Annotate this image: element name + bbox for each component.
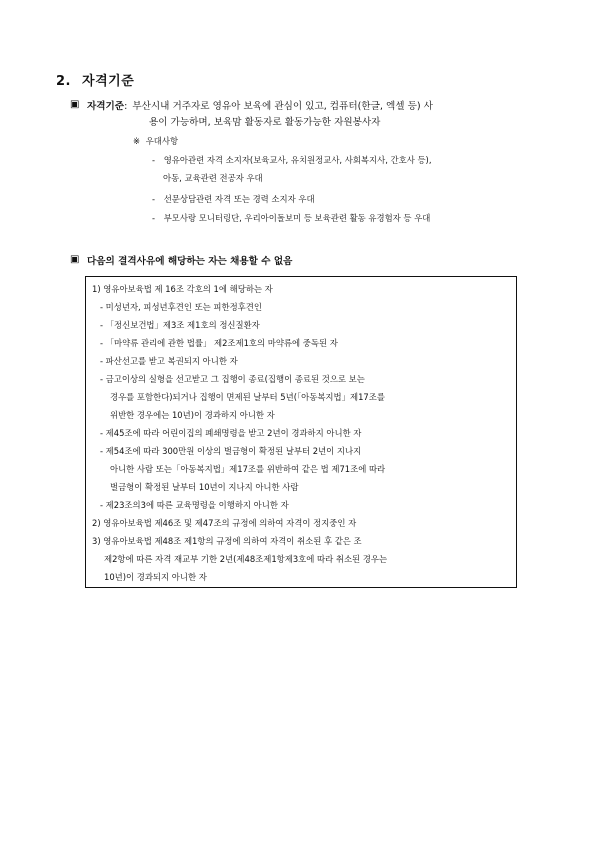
reference-mark-icon: ※ <box>133 136 141 146</box>
preference-text: 부모사랑 모니터링단, 우리아이돌보미 등 보육관련 활동 유경험자 등 우대 <box>163 213 431 223</box>
disqualification-line: 아니한 사람 또는「아동복지법」제17조를 위반하여 같은 법 제71조에 따라 <box>110 464 386 474</box>
disqualification-line: - 「마약류 관리에 관한 법률」 제2조제1호의 마약류에 중독된 자 <box>100 338 338 348</box>
disqualification-title: 다음의 결격사유에 해당하는 자는 채용할 수 없음 <box>87 256 293 267</box>
disqualification-line: - 제54조에 따라 300만원 이상의 벌금형이 확정된 날부터 2년이 지나지 <box>100 446 362 456</box>
preference-item <box>152 212 430 224</box>
section-title: 자격기준 <box>82 74 135 89</box>
qualification-line-1 <box>87 98 433 112</box>
qualification-label: 자격기준 <box>87 101 125 112</box>
disqualification-line: 제2항에 따른 자격 재교부 기한 2년(제48조제1항제3호에 따라 취소된 경우는 <box>104 554 388 564</box>
disqualification-line: 위반한 경우에는 10년)이 경과하지 아니한 자 <box>110 410 275 420</box>
preference-item <box>152 193 315 205</box>
disqualification-line: - 미성년자, 피성년후견인 또는 피한정후견인 <box>100 302 262 312</box>
qualification-bullet-icon: ▣ <box>70 99 80 110</box>
qualification-text-1: 부산시내 거주자로 영유아 보육에 관심이 있고, 컴퓨터(한글, 엑셀 등) 사 <box>132 101 433 112</box>
dash-icon: - <box>152 213 156 223</box>
qualification-text-2: 용이 가능하며, 보육맘 활동자로 활동가능한 자원봉사자 <box>149 117 381 128</box>
preference-text: 영유아관련 자격 소지자(보육교사, 유치원정교사, 사회복지사, 간호사 등), <box>163 155 432 165</box>
qualification-colon: : <box>124 101 128 112</box>
disqualification-line: 경우를 포함한다)되거나 집행이 면제된 날부터 5년(「아동복지법」제17조를 <box>110 392 385 402</box>
disqualification-line: 10년)이 경과되지 아니한 자 <box>104 572 207 582</box>
disqualification-line: - 제45조에 따라 어린이집의 폐쇄명령을 받고 2년이 경과하지 아니한 자 <box>100 428 362 438</box>
preference-text: 선문상담관련 자격 또는 경력 소지자 우대 <box>163 194 315 204</box>
disqualification-line: - 파산선고를 받고 복권되지 아니한 자 <box>100 356 238 366</box>
disqualification-line: - 금고이상의 실형을 선고받고 그 집행이 종료(집행이 종료된 것으로 보는 <box>100 374 365 384</box>
disqualification-line: 1) 영유아보육법 제 16조 각호의 1에 해당하는 자 <box>92 284 273 294</box>
preference-text-continued: 아동, 교육관련 전공자 우대 <box>163 173 263 183</box>
disqualification-bullet-icon: ▣ <box>70 254 80 265</box>
preference-heading <box>133 135 178 147</box>
preference-title: 우대사항 <box>145 136 179 146</box>
disqualification-line: - 「정신보건법」제3조 제1호의 정신질환자 <box>100 320 260 330</box>
section-number: 2. <box>56 74 71 89</box>
disqualification-line: 2) 영유아보육법 제46조 및 제47조의 규정에 의하여 자격이 정지중인 자 <box>92 518 357 528</box>
disqualification-line: 3) 영유아보육법 제48조 제1항의 규정에 의하여 자격이 취소된 후 같은 조 <box>92 536 362 546</box>
dash-icon: - <box>152 155 156 165</box>
section-heading <box>56 70 134 89</box>
disqualification-line: - 제23조의3에 따른 교육명령을 이행하지 아니한 자 <box>100 500 289 510</box>
disqualification-line: 벌금형이 확정된 날부터 10년이 지나지 아니한 사람 <box>110 482 299 492</box>
preference-item <box>152 154 431 166</box>
dash-icon: - <box>152 194 156 204</box>
